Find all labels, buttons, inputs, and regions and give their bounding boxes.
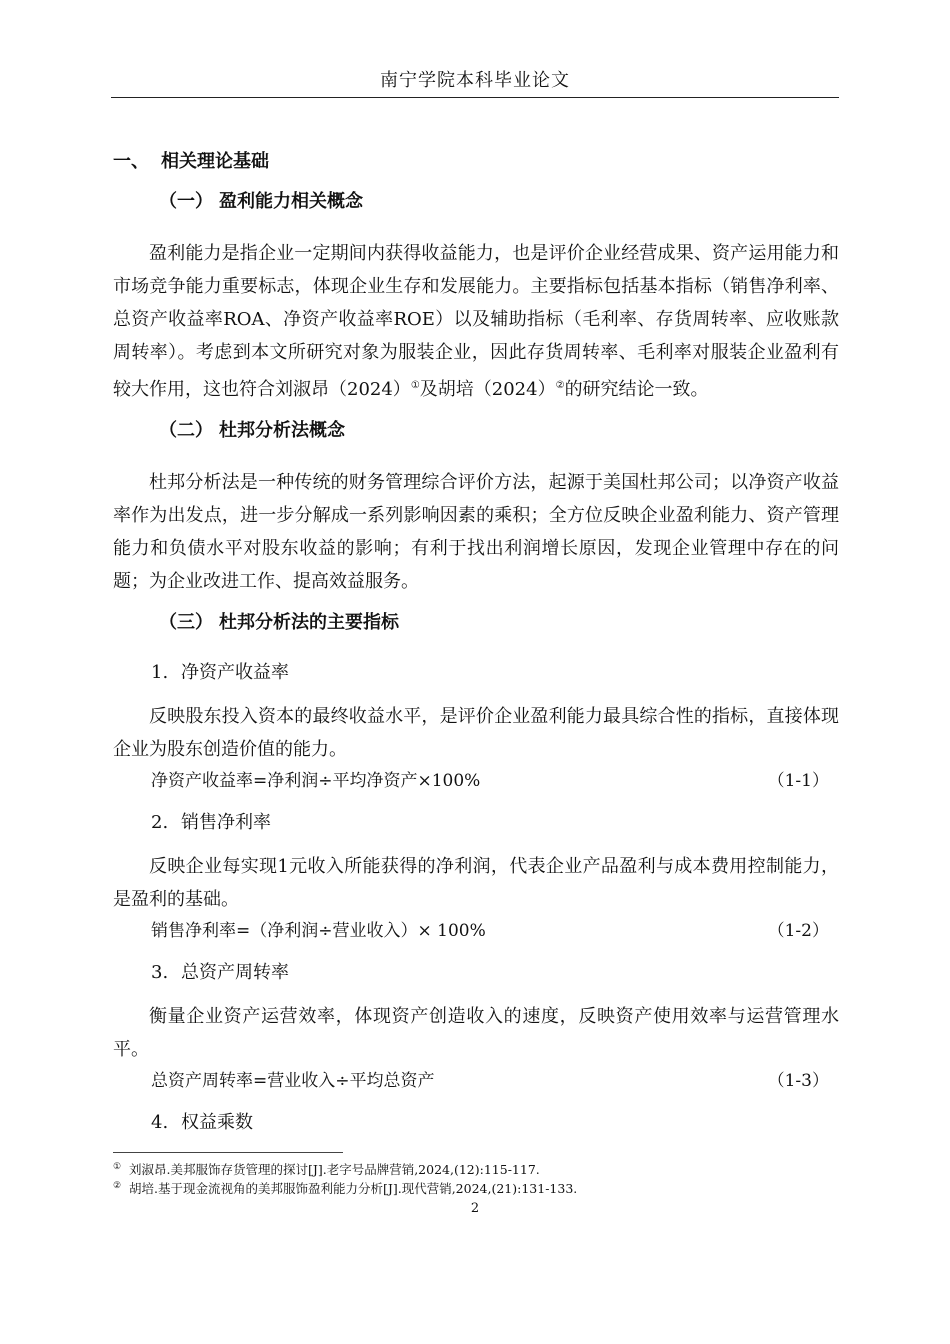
page-number: 2 bbox=[470, 1201, 480, 1216]
formula-1-1 bbox=[113, 766, 839, 796]
formula-text: 销售净利率=（净利润÷营业收入）× 100% bbox=[151, 921, 486, 941]
indicator-title: 权益乘数 bbox=[181, 1112, 253, 1133]
paragraph-text: 的研究结论一致。 bbox=[564, 379, 709, 400]
indicator-number: 2. bbox=[151, 812, 169, 833]
footnote-text: 胡培.基于现金流视角的美邦服饰盈利能力分析[J].现代营销,2024,(21):131-133. bbox=[129, 1181, 578, 1196]
indicator-paragraph-2: 反映企业每实现1元收入所能获得的净利润，代表企业产品盈利与成本费用控制能力，是盈利的基础。 bbox=[113, 856, 839, 910]
subsection-title: 杜邦分析法概念 bbox=[219, 420, 345, 441]
indicator-heading-1 bbox=[113, 658, 839, 700]
indicator-title: 净资产收益率 bbox=[181, 662, 289, 683]
subsection-title: 杜邦分析法的主要指标 bbox=[219, 612, 399, 633]
header-rule bbox=[111, 97, 839, 98]
subsection-number: （三） bbox=[159, 612, 213, 633]
formula-1-2 bbox=[113, 916, 839, 946]
footnote-text: 刘淑昂.美邦服饰存货管理的探讨[J].老字号品牌营销,2024,(12):115-117. bbox=[129, 1162, 540, 1177]
footnotes bbox=[113, 1160, 839, 1198]
paragraph-text: 及胡培（2024） bbox=[419, 379, 556, 400]
indicator-title: 销售净利率 bbox=[181, 812, 271, 833]
section-title: 相关理论基础 bbox=[161, 151, 269, 172]
formula-number: （1-2） bbox=[767, 921, 829, 941]
indicator-title: 总资产周转率 bbox=[181, 962, 289, 983]
indicator-heading-2 bbox=[113, 808, 839, 850]
indicator-heading-3 bbox=[113, 958, 839, 1000]
body-text bbox=[113, 147, 839, 1150]
paragraph-dupont: 杜邦分析法是一种传统的财务管理综合评价方法，起源于美国杜邦公司；以净资产收益率作为出发点，进一步分解成一系列影响因素的乘积；全方位反映企业盈利能力、资产管理能力和负债水平对股东收益的影响；有利于找出利润增长原因，发现企业管理中存在的问题；为企业改进工作、提高效益服务。 bbox=[113, 472, 839, 592]
formula-number: （1-3） bbox=[767, 1071, 829, 1091]
subsection-heading-3 bbox=[113, 608, 839, 658]
paragraph-profitability bbox=[113, 237, 839, 406]
section-heading bbox=[113, 147, 839, 187]
formula-text: 总资产周转率=营业收入÷平均总资产 bbox=[151, 1071, 435, 1091]
footnote-item bbox=[113, 1179, 839, 1198]
indicator-number: 1. bbox=[151, 662, 169, 683]
indicator-heading-4 bbox=[113, 1108, 839, 1150]
subsection-number: （一） bbox=[159, 191, 213, 212]
footnote-mark: ① bbox=[113, 1162, 122, 1172]
footnote-mark: ② bbox=[113, 1181, 122, 1191]
footnote-item bbox=[113, 1160, 839, 1179]
indicator-number: 3. bbox=[151, 962, 169, 983]
formula-number: （1-1） bbox=[767, 771, 829, 791]
subsection-heading-2 bbox=[113, 416, 839, 466]
subsection-number: （二） bbox=[159, 420, 213, 441]
section-number: 一、 bbox=[113, 151, 149, 172]
footnote-ref-1: ① bbox=[410, 380, 420, 391]
indicator-paragraph-3: 衡量企业资产运营效率，体现资产创造收入的速度，反映资产使用效率与运营管理水平。 bbox=[113, 1006, 839, 1060]
page-header-title: 南宁学院本科毕业论文 bbox=[380, 70, 570, 91]
formula-text: 净资产收益率=净利润÷平均净资产×100% bbox=[151, 771, 481, 791]
footnote-ref-2: ② bbox=[555, 380, 565, 391]
indicator-number: 4. bbox=[151, 1112, 169, 1133]
subsection-title: 盈利能力相关概念 bbox=[219, 191, 363, 212]
formula-1-3 bbox=[113, 1066, 839, 1096]
paragraph-text: 盈利能力是指企业一定期间内获得收益能力，也是评价企业经营成果、资产运用能力和市场竞争能力重要标志，体现企业生存和发展能力。主要指标包括基本指标（销售净利率、总资产收益率ROA、净资产收益率ROE）以及辅助指标（毛利率、存货周转率、应收账款周转率）。考虑到本文所研究对象为服装企业，因此存货周转率、毛利率对服装企业盈利有较大作用，这也符合刘淑昂（2024） bbox=[113, 243, 839, 400]
subsection-heading-1 bbox=[113, 187, 839, 237]
indicator-paragraph-1: 反映股东投入资本的最终收益水平，是评价企业盈利能力最具综合性的指标，直接体现企业为股东创造价值的能力。 bbox=[113, 706, 839, 760]
footnote-rule bbox=[113, 1152, 343, 1153]
